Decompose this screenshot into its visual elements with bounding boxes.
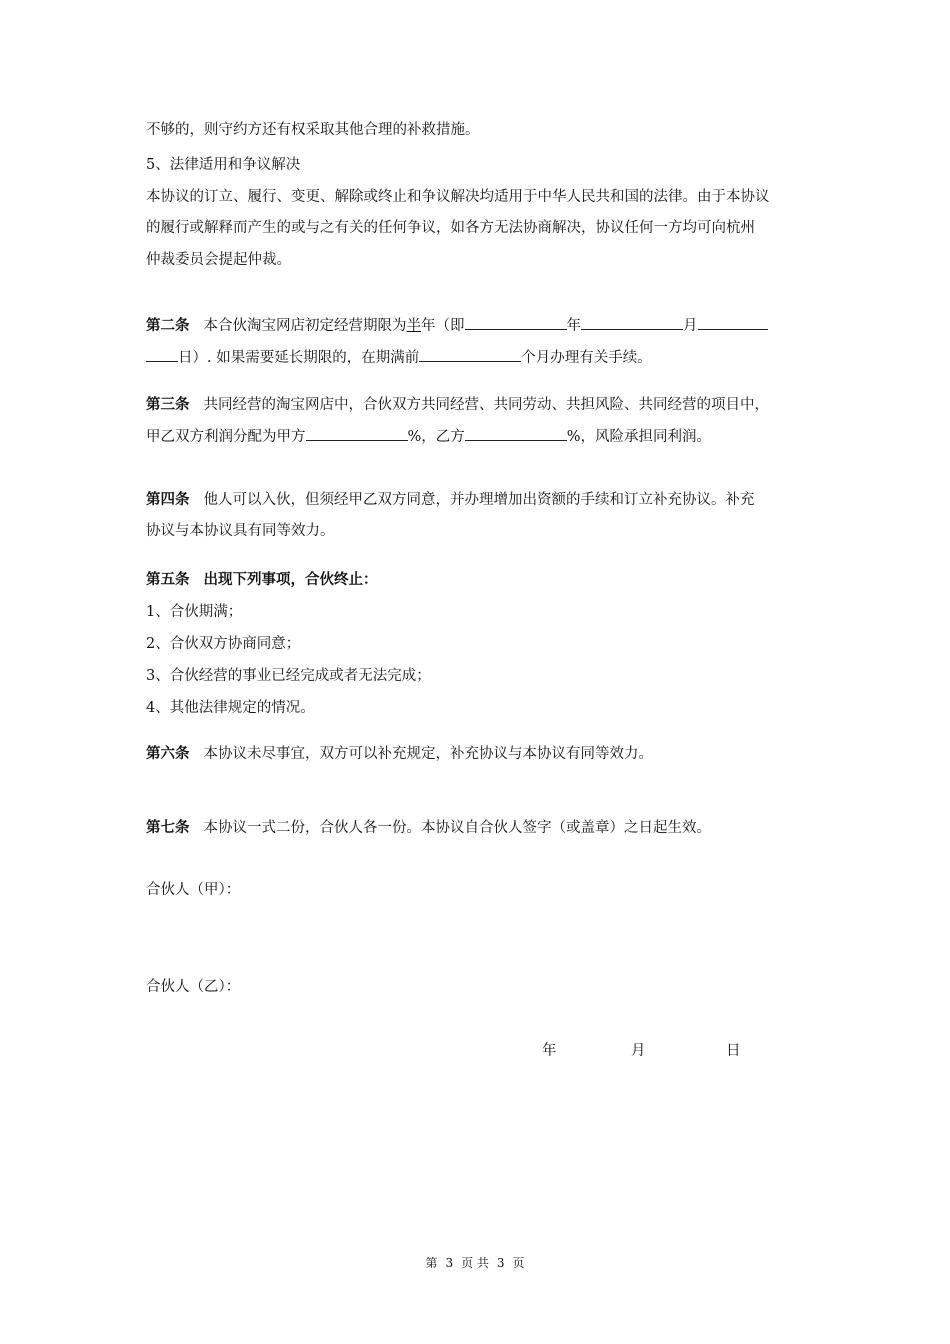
party-a-profit-blank[interactable]	[306, 426, 408, 441]
page-footer: 第 3 页 共 3 页	[425, 1256, 525, 1270]
article-3-label: 第三条	[146, 396, 190, 413]
total-page-number: 3	[496, 1256, 505, 1270]
article-6: 第六条 本协议未尽事宜，双方可以补充规定，补充协议与本协议有同等效力。	[146, 745, 653, 762]
list-item: 3、合伙经营的事业已经完成或者无法完成；	[146, 668, 431, 684]
article-5-heading: 第五条 出现下列事项，合伙终止：	[146, 571, 378, 588]
article-2-label: 第二条	[146, 317, 190, 334]
article-4-line-2: 协议与本协议具有同等效力。	[146, 523, 335, 539]
party-b-profit-blank[interactable]	[465, 426, 567, 441]
start-year-blank[interactable]	[465, 315, 567, 330]
date-month: 月	[631, 1043, 646, 1059]
intro-line: 不够的，则守约方还有权采取其他合理的补救措施。	[146, 122, 480, 138]
start-day-blank-a[interactable]	[698, 315, 768, 330]
section-5-heading: 5、法律适用和争议解决	[146, 157, 301, 173]
list-item: 4、其他法律规定的情况。	[146, 700, 315, 716]
current-page-number: 3	[445, 1256, 454, 1270]
article-5-label: 第五条	[146, 571, 190, 588]
law-paragraph-line-2: 的履行或解释而产生的或与之有关的任何争议，如各方无法协商解决，协议任何一方均可向杭州	[146, 220, 755, 236]
law-paragraph-line-3: 仲裁委员会提起仲裁。	[146, 252, 291, 268]
start-month-blank[interactable]	[581, 315, 683, 330]
article-2-line-1: 第二条 本合伙淘宝网店初定经营期限为半年（即 年 月	[146, 315, 768, 336]
article-7: 第七条 本协议一式二份，合伙人各一份。本协议自合伙人签字（或盖章）之日起生效。	[146, 819, 711, 836]
article-3-line-2: 甲乙双方利润分配为甲方 %，乙方 %，风险承担同利润。	[146, 426, 711, 447]
date-day: 日	[726, 1043, 741, 1059]
article-2-line-2: 日）. 如果需要延长期限的，在期满前 个月办理有关手续。	[146, 347, 652, 368]
article-4-label: 第四条	[146, 491, 190, 508]
partner-a-signature-label: 合伙人（甲）：	[146, 882, 241, 898]
partner-b-signature-label: 合伙人（乙）：	[146, 979, 241, 995]
law-paragraph-line-1: 本协议的订立、履行、变更、解除或终止和争议解决均适用于中华人民共和国的法律。由于本协议	[146, 189, 770, 205]
start-day-blank-b[interactable]	[146, 347, 178, 362]
article-3-line-1: 第三条 共同经营的淘宝网店中，合伙双方共同经营、共同劳动、共担风险、共同经营的项目中，	[146, 396, 769, 413]
article-4-line-1: 第四条 他人可以入伙，但须经甲乙双方同意，并办理增加出资额的手续和订立补充协议。补充	[146, 491, 755, 508]
date-year: 年	[542, 1043, 557, 1059]
article-6-label: 第六条	[146, 745, 190, 762]
extension-months-blank[interactable]	[419, 347, 521, 362]
article-7-label: 第七条	[146, 819, 190, 836]
list-item: 1、合伙期满；	[146, 604, 243, 620]
list-item: 2、合伙双方协商同意；	[146, 636, 301, 652]
